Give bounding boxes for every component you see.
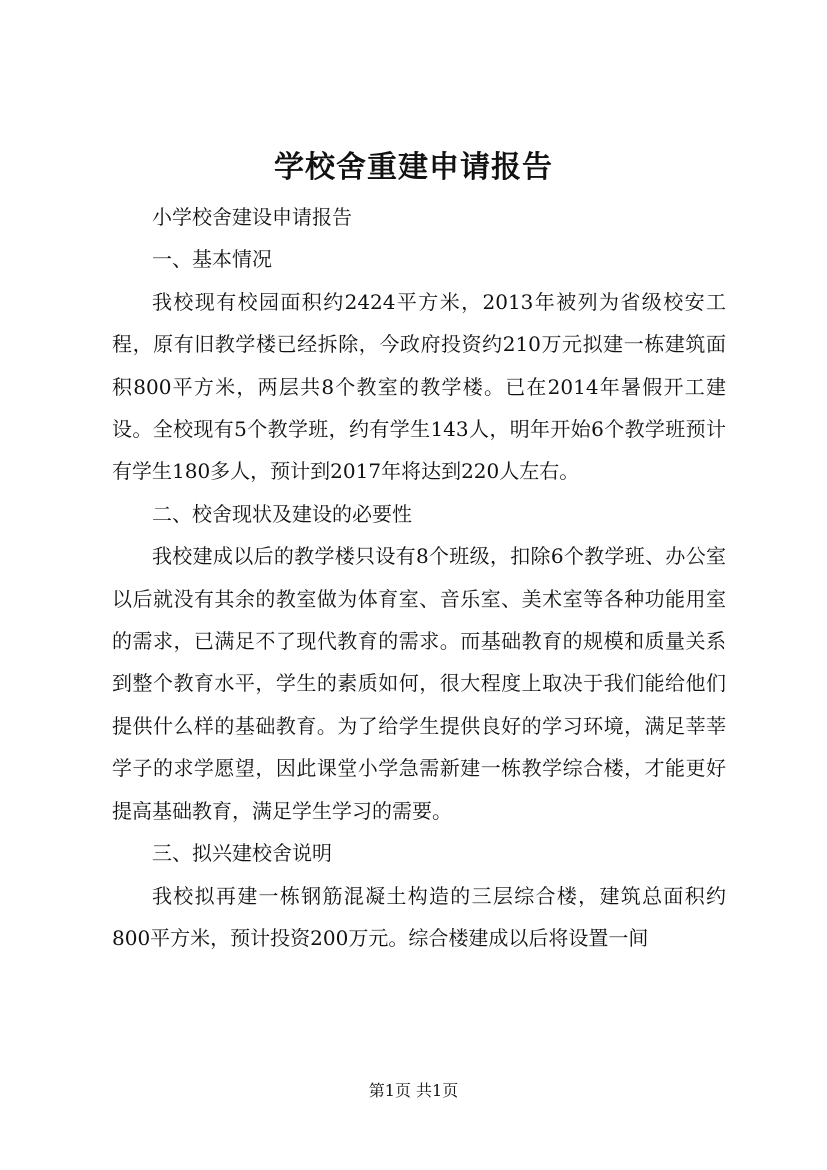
- paragraph-basic-info: 我校现有校园面积约2424平方米，2013年被列为省级校安工程，原有旧教学楼已经拆除，今政府投资约210万元拟建一栋建筑面积800平方米，两层共8个教室的教学楼。已在2014年暑假开工建设。全校现有5个教学班，约有学生143人，明年开始6个教学班预计有学生180多人，预计到2017年将达到220人左右。: [112, 289, 726, 484]
- section-heading-plan: 三、拟兴建校舍说明: [152, 841, 332, 866]
- paragraph-plan: 我校拟再建一栋钢筋混凝土构造的三层综合楼，建筑总面积约800平方米，预计投资200万元。综合楼建成以后将设置一间: [112, 883, 726, 950]
- section-heading-necessity: 二、校舍现状及建设的必要性: [152, 501, 412, 526]
- document-body: [112, 196, 726, 959]
- paragraph-subtitle: 小学校舍建设申请报告: [152, 205, 352, 229]
- page-number-footer: 第1页 共1页: [368, 1081, 459, 1100]
- document-title: 学校舍重建申请报告: [274, 150, 553, 185]
- paragraph-necessity: 我校建成以后的教学楼只设有8个班级，扣除6个教学班、办公室以后就没有其余的教室做为体育室、音乐室、美术室等各种功能用室的需求，已满足不了现代教育的需求。而基础教育的规模和质量关系到整个教育水平，学生的素质如何，很大程度上取决于我们能给他们提供什么样的基础教育。为了给学生提供良好的学习环境，满足莘莘学子的求学愿望，因此课堂小学急需新建一栋教学综合楼，才能更好提高基础教育，满足学生学习的需要。: [112, 544, 726, 823]
- section-heading-basic-info: 一、基本情况: [152, 247, 272, 272]
